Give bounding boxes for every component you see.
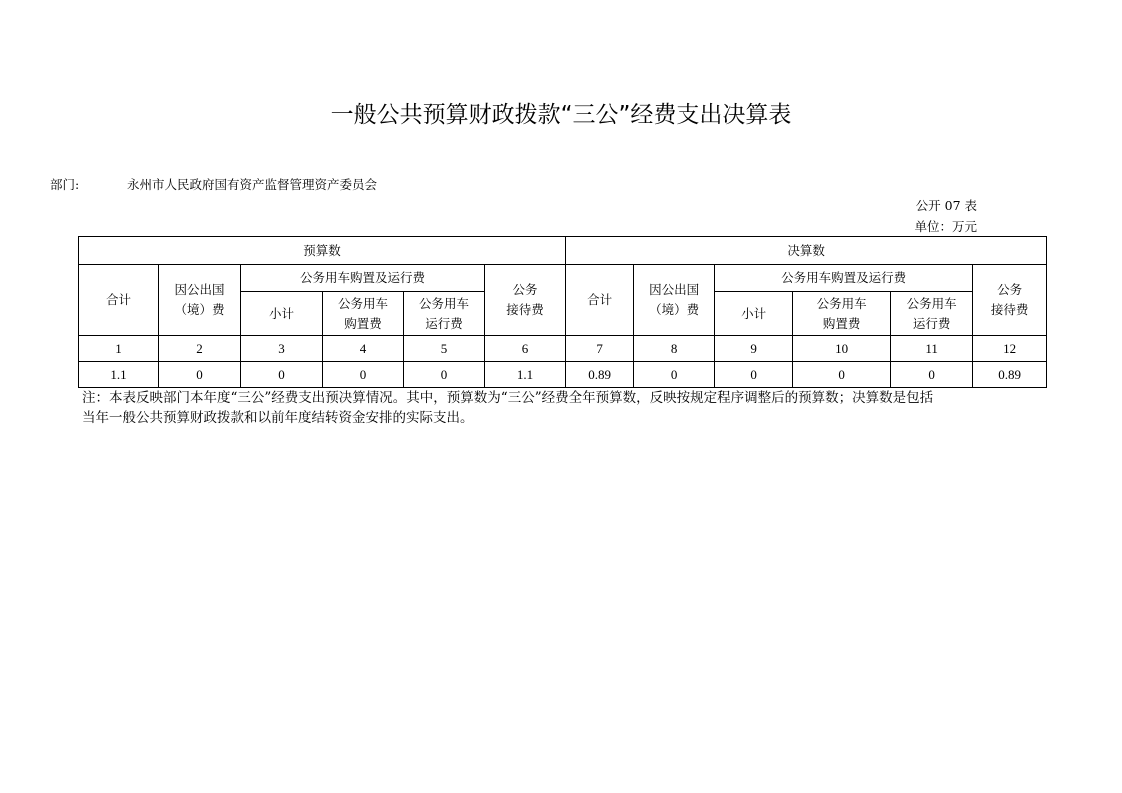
three-public-expenses-table xyxy=(78,236,1047,388)
final-purchase-header-line2: 购置费 xyxy=(822,315,861,331)
budget-reception-header-line2: 接待费 xyxy=(506,302,544,317)
value-cell: 0.89 xyxy=(973,362,1047,388)
index-cell: 11 xyxy=(891,336,973,362)
final-vehicle-group-header: 公务用车购置及运行费 xyxy=(715,265,973,292)
header-row-groups xyxy=(79,237,1047,265)
budget-vehicle-group-header: 公务用车购置及运行费 xyxy=(241,265,485,292)
department-line xyxy=(50,175,377,193)
value-cell: 0 xyxy=(891,362,973,388)
final-group-header: 决算数 xyxy=(566,237,1047,265)
header-row-columns xyxy=(79,265,1047,292)
final-operation-header-line2: 运行费 xyxy=(912,315,951,331)
budget-abroad-header-line1: 因公出国 xyxy=(174,282,225,297)
budget-group-header: 预算数 xyxy=(79,237,566,265)
final-purchase-header xyxy=(793,292,891,336)
final-total-header: 合计 xyxy=(566,265,634,336)
final-operation-header-line1: 公务用车 xyxy=(906,295,957,311)
table-note xyxy=(82,388,1052,428)
budget-reception-header xyxy=(485,265,566,336)
index-cell: 4 xyxy=(323,336,404,362)
unit-label: 单位：万元 xyxy=(914,219,977,234)
final-reception-header-line2: 接待费 xyxy=(990,302,1029,317)
index-row xyxy=(79,336,1047,362)
budget-abroad-header xyxy=(159,265,241,336)
note-line-1: 注：本表反映部门本年度“三公”经费支出预决算情况。其中，预算数为“三公”经费全年预算数，反映按规定程序调整后的预算数；决算数是包括 xyxy=(82,390,934,406)
index-cell: 10 xyxy=(793,336,891,362)
index-cell: 8 xyxy=(634,336,715,362)
final-reception-header xyxy=(973,265,1047,336)
budget-reception-header-line1: 公务 xyxy=(512,282,538,297)
value-cell: 1.1 xyxy=(485,362,566,388)
final-operation-header xyxy=(891,292,973,336)
budget-operation-header-line1: 公务用车 xyxy=(418,295,469,311)
value-row xyxy=(79,362,1047,388)
index-cell: 7 xyxy=(566,336,634,362)
budget-subtotal-header: 小计 xyxy=(241,292,323,336)
department-name: 永州市人民政府国有资产监督管理资产委员会 xyxy=(127,177,378,192)
value-cell: 0 xyxy=(159,362,241,388)
final-abroad-header-line2: （境）费 xyxy=(649,302,700,317)
value-cell: 1.1 xyxy=(79,362,159,388)
page-title: 一般公共预算财政拨款“三公”经费支出决算表 xyxy=(330,102,792,128)
value-cell: 0 xyxy=(715,362,793,388)
final-purchase-header-line1: 公务用车 xyxy=(816,295,867,311)
budget-purchase-header-line1: 公务用车 xyxy=(337,295,388,311)
budget-purchase-header-line2: 购置费 xyxy=(344,315,382,331)
note-line-2: 当年一般公共预算财政拨款和以前年度结转资金安排的实际支出。 xyxy=(82,410,474,426)
budget-operation-header xyxy=(404,292,485,336)
value-cell: 0 xyxy=(323,362,404,388)
index-cell: 6 xyxy=(485,336,566,362)
index-cell: 12 xyxy=(973,336,1047,362)
budget-purchase-header xyxy=(323,292,404,336)
department-label: 部门: xyxy=(50,177,80,192)
budget-total-header: 合计 xyxy=(79,265,159,336)
budget-operation-header-line2: 运行费 xyxy=(425,315,463,331)
final-subtotal-header: 小计 xyxy=(715,292,793,336)
budget-abroad-header-line2: （境）费 xyxy=(174,302,225,317)
index-cell: 2 xyxy=(159,336,241,362)
value-cell: 0.89 xyxy=(566,362,634,388)
index-cell: 5 xyxy=(404,336,485,362)
final-abroad-header-line1: 因公出国 xyxy=(649,282,700,297)
value-cell: 0 xyxy=(404,362,485,388)
final-reception-header-line1: 公务 xyxy=(997,282,1023,297)
form-number: 公开 07 表 xyxy=(915,198,977,213)
value-cell: 0 xyxy=(241,362,323,388)
value-cell: 0 xyxy=(793,362,891,388)
index-cell: 1 xyxy=(79,336,159,362)
index-cell: 9 xyxy=(715,336,793,362)
value-cell: 0 xyxy=(634,362,715,388)
index-cell: 3 xyxy=(241,336,323,362)
final-abroad-header xyxy=(634,265,715,336)
